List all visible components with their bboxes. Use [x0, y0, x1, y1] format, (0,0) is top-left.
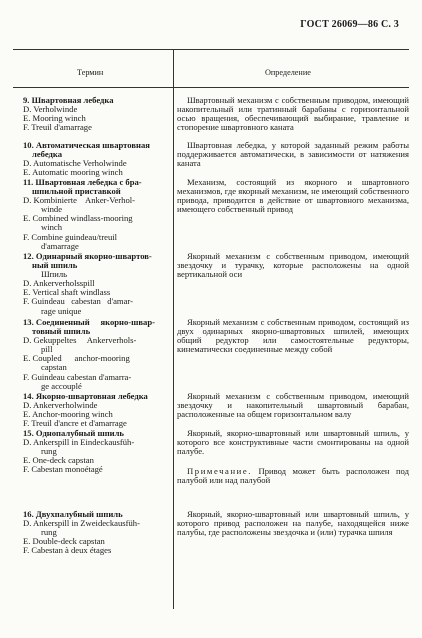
definition-14: Якорный механизм с собственным приводом, имеющий звездочку и накопительный швартовный барабан, расположенные на общем горизонтальном валу: [177, 391, 409, 420]
page-header: ГОСТ 26069—86 С. 3: [300, 19, 399, 30]
term-title: 14. Якорно-швартовная лебедка: [23, 391, 148, 401]
term-de: D. Ankerspill in Eindeckausfüh-: [23, 437, 135, 448]
term-synonym: Шпиль: [41, 269, 68, 280]
term-de: D. Gekuppeltes Ankerverhols-: [23, 335, 137, 346]
term-en: E. Double-deck capstan: [23, 536, 105, 547]
term-title: 12. Одинарный якорно-швартов-: [23, 251, 152, 261]
term-fr: F. Treuil d'ancre et d'amarrage: [23, 418, 127, 429]
term-title: 13. Соединенный якорно-швар-: [23, 317, 155, 327]
column-header-term: Термин: [77, 68, 104, 77]
term-fr-cont: rage unique: [41, 305, 82, 316]
definition-10: Швартовная лебедка, у которой заданный режим работы поддерживается автоматически, в зависимости от натяжения каната: [177, 140, 409, 169]
term-en-cont: winch: [41, 222, 63, 233]
table-header-rule: [13, 87, 409, 88]
term-de-cont: rung: [41, 446, 57, 457]
term-de: D. Ankerverholwinde: [23, 400, 98, 411]
term-en: E. One-deck capstan: [23, 455, 94, 466]
term-de: D. Ankerverholsspill: [23, 278, 95, 289]
term-title: 15. Однопалубный шпиль: [23, 428, 124, 438]
definition-13: Якорный механизм с собственным приводом, состоящий из двух одинарных якорно-швартовных шпилей, имеющих общий редуктор или самостоятельные редукторы, кинематически соединенные между собой: [177, 317, 409, 355]
term-de: D. Ankerspill in Zweideckausfüh-: [23, 518, 140, 529]
term-title-cont: лебедка: [32, 149, 62, 160]
term-12: [23, 252, 170, 316]
definition-16: Якорный, якорно-швартовный или швартовный шпиль, у которого привод расположен на палубе, находящейся ниже палубы, где расположены звездочка и (или) турачка шпиля: [177, 509, 409, 538]
term-de: D. Verholwinde: [23, 104, 78, 115]
definition-9: Швартовный механизм с собственным приводом, имеющий накопительный или тратинный барабаны с горизонтальной осью вращения, обеспечивающий выбирание, травление и стопорение швартовного каната: [177, 95, 409, 133]
note-label: Примечание.: [187, 466, 253, 476]
term-fr: F. Guindeau cabestan d'amarra-: [23, 371, 132, 382]
term-en: E. Anchor-mooring winch: [23, 409, 113, 420]
term-en: E. Combined windlass-mooring: [23, 213, 133, 224]
definition-12: Якорный механизм с собственным приводом, имеющий звездочку и турачку, которые расположены на одной вертикальной оси: [177, 251, 409, 280]
term-11: [23, 178, 170, 251]
term-title: 11. Швартовная лебедка с бра-: [23, 177, 142, 187]
term-de: D. Kombinierte Anker-Verhol-: [23, 195, 135, 206]
term-fr: F. Guindeau cabestan d'amar-: [23, 296, 133, 307]
column-separator: [173, 49, 174, 609]
term-title-cont: шпильной приставкой: [32, 186, 121, 197]
term-title: 10. Автоматическая швартовная: [23, 140, 150, 150]
term-9: [23, 96, 170, 132]
term-en: E. Mooring winch: [23, 113, 86, 124]
term-fr: F. Cabestan monoétagé: [23, 464, 103, 475]
definition-15-note: [177, 467, 409, 485]
term-fr: F. Combine guindeau/treuil: [23, 231, 118, 242]
term-title: 9. Швартовная лебедка: [23, 95, 114, 105]
term-fr: F. Treuil d'amarrage: [23, 122, 92, 133]
term-de-cont: winde: [41, 204, 63, 215]
note-text: Привод может быть расположен под палубой или над палубой: [177, 466, 409, 486]
term-title: 16. Двухпалубный шпиль: [23, 509, 123, 519]
term-title-cont: товный шпиль: [32, 326, 91, 337]
definition-15: Якорный, якорно-швартовный или швартовный шпиль, у которого все конструктивные части смонтированы на одной палубе.: [177, 428, 409, 457]
term-13: [23, 318, 170, 391]
term-16: [23, 510, 170, 555]
term-15: [23, 429, 170, 474]
term-en: E. Vertical shaft windlass: [23, 287, 111, 298]
term-de: D. Automatische Verholwinde: [23, 158, 127, 169]
term-fr-cont: d'amarrage: [41, 240, 79, 251]
table-top-rule: [13, 49, 409, 50]
term-de-cont: pill: [41, 344, 53, 355]
term-title-cont: ный шпиль: [32, 260, 78, 271]
term-en-cont: capstan: [41, 362, 67, 373]
term-en: E. Coupled anchor-mooring: [23, 353, 130, 364]
term-fr: F. Cabestan à deux étages: [23, 545, 112, 556]
term-fr-cont: ge accouplé: [41, 380, 82, 391]
term-de-cont: rung: [41, 527, 57, 538]
definition-11: Механизм, состоящий из якорного и швартовного механизмов, где якорный механизм, не имеющий собственного привода, приводится в действие от швартовного механизма, имеющего собственный привод: [177, 177, 409, 215]
term-14: [23, 392, 170, 428]
term-en: E. Automatic mooring winch: [23, 167, 123, 178]
column-header-definition: Определение: [265, 68, 311, 77]
term-10: [23, 141, 170, 177]
